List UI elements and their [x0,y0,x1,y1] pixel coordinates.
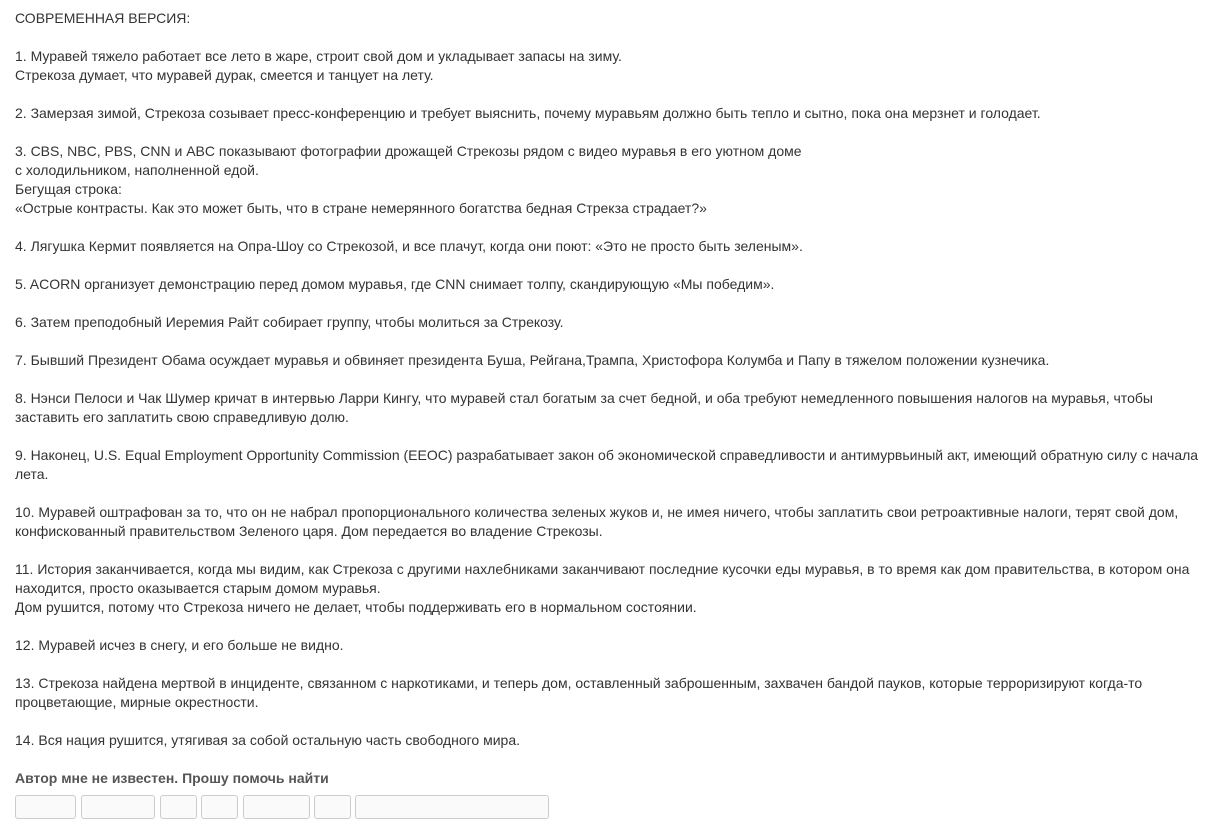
share-button-1[interactable] [15,795,76,819]
paragraph-3-line-3: Бегущая строка: [15,181,122,197]
paragraph-4: 4. Лягушка Кермит появляется на Опра-Шоу со Стрекозой, и все плачут, когда они поют: «Это не просто быть зеленым». [15,238,803,254]
paragraph-5: 5. ACORN организует демонстрацию перед домом муравья, где CNN снимает толпу, скандирующую «Мы победим». [15,276,775,292]
paragraph-10-line-2: конфискованный правительством Зеленого царя. Дом передается во владение Стрекозы. [15,523,603,539]
paragraph-13-line-2: процветающие, мирные окрестности. [15,694,259,710]
paragraph-11-line-3: Дом рушится, потому что Стрекоза ничего не делает, чтобы поддерживать его в нормальном состоянии. [15,599,697,615]
paragraph-9-line-2: лета. [15,466,49,482]
paragraph-1-line-2: Стрекоза думает, что муравей дурак, смеется и танцует на лету. [15,67,434,83]
paragraph-8-line-1: 8. Нэнси Пелоси и Чак Шумер кричат в интервью Ларри Кингу, что муравей стал богатым за счет бедной, и оба требуют немедленного повышения налогов на муравья, чтобы [15,390,1153,406]
paragraph-3-line-4: «Острые контрасты. Как это может быть, что в стране немерянного богатства бедная Стрекза страдает?» [15,200,707,216]
paragraph-3-line-2: с холодильником, наполненной едой. [15,162,259,178]
paragraph-13-line-1: 13. Стрекоза найдена мертвой в инциденте, связанном с наркотиками, и теперь дом, оставленный заброшенным, захвачен бандой пауков, которые терроризируют когда-то [15,675,1143,691]
paragraph-10-line-1: 10. Муравей оштрафован за то, что он не набрал пропорционального количества зеленых жуков и, не имея ничего, чтобы заплатить свои ретроактивные налоги, терят свой дом, [15,504,1179,520]
paragraph-11-line-2: находится, просто оказывается старым домом муравья. [15,580,381,596]
paragraph-6: 6. Затем преподобный Иеремия Райт собирает группу, чтобы молиться за Стрекозу. [15,314,564,330]
paragraph-8-line-2: заставить его заплатить свою справедливую долю. [15,409,349,425]
paragraph-9-line-1: 9. Наконец, U.S. Equal Employment Opportunity Commission (EEOC) разрабатывает закон об экономической справедливости и антимурвьиный акт, имеющий обратную силу с начала [15,447,1199,463]
share-button-3[interactable] [160,795,197,819]
paragraph-1-line-1: 1. Муравей тяжело работает все лето в жаре, строит свой дом и укладывает запасы на зиму. [15,48,622,64]
paragraph-11-line-1: 11. История заканчивается, когда мы видим, как Стрекоза с другими нахлебниками заканчивают последние кусочки еды муравья, в то время как дом правительства, в котором она [15,561,1190,577]
post-body [15,9,1210,788]
paragraph-12: 12. Муравей исчез в снегу, и его больше не видно. [15,637,344,653]
share-button-7[interactable] [355,795,549,819]
paragraph-14: 14. Вся нация рушится, утягивая за собой остальную часть свободного мира. [15,732,521,748]
share-button-2[interactable] [81,795,155,819]
share-button-5[interactable] [243,795,310,819]
paragraph-7: 7. Бывший Президент Обама осуждает муравья и обвиняет президента Буша, Рейгана,Трампа, Христофора Колумба и Папу в тяжелом положении кузнечика. [15,352,1050,368]
author-note: Автор мне не известен. Прошу помочь найти [15,770,329,786]
paragraph-3-line-1: 3. CBS, NBC, PBS, CNN и ABC показывают фотографии дрожащей Стрекозы рядом с видео муравья в его уютном доме [15,143,802,159]
paragraph-2: 2. Замерзая зимой, Стрекоза созывает пресс-конференцию и требует выяснить, почему муравьям должно быть тепло и сытно, пока она мерзнет и голодает. [15,105,1041,121]
post-heading: СОВРЕМЕННАЯ ВЕРСИЯ: [15,10,191,26]
share-button-4[interactable] [201,795,238,819]
share-button-6[interactable] [314,795,351,819]
